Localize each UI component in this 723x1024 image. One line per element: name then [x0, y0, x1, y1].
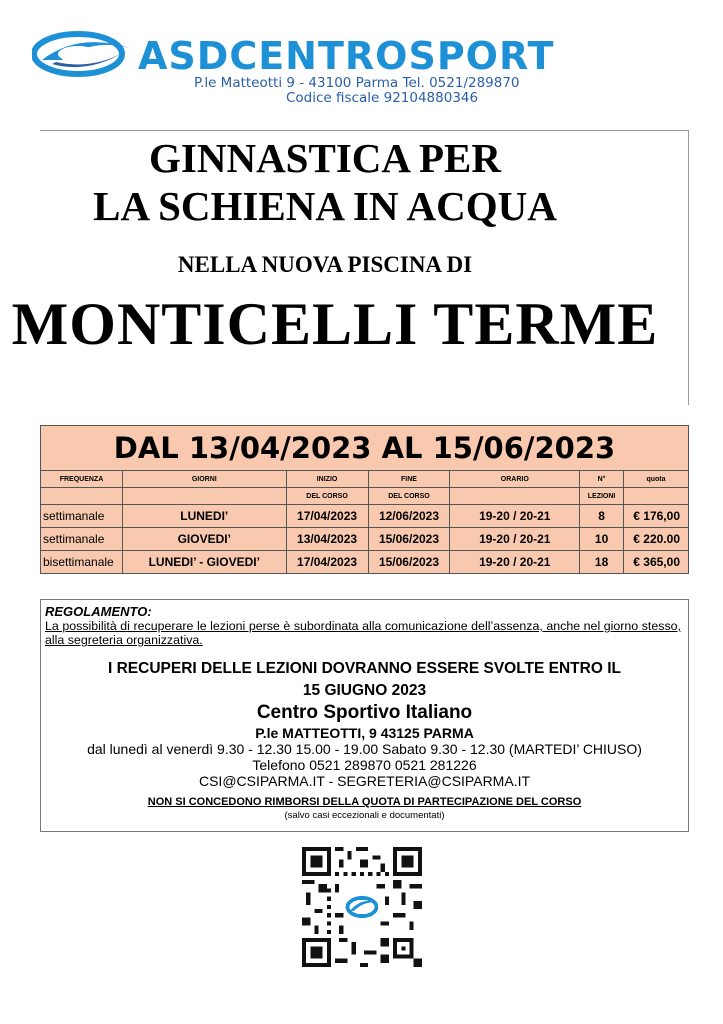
cell-quota: € 176,00	[624, 505, 689, 528]
title-line-1: GINNASTICA PER	[149, 135, 501, 181]
course-dates: DAL 13/04/2023 AL 15/06/2023	[41, 426, 689, 471]
brand-logo-icon	[32, 30, 142, 78]
cell-inizio: 17/04/2023	[286, 551, 368, 574]
cell-giorni: LUNEDI’ - GIOVEDI’	[122, 551, 286, 574]
subheader-empty	[122, 488, 286, 505]
qr-code-icon[interactable]	[302, 847, 422, 967]
title-line-3: NELLA NUOVA PISCINA DI	[177, 252, 473, 277]
cell-inizio: 17/04/2023	[286, 505, 368, 528]
header-frequenza: FREQUENZA	[41, 471, 123, 488]
cell-lezioni: 18	[580, 551, 624, 574]
organization-address: P.le MATTEOTTI, 9 43125 PARMA	[255, 725, 474, 741]
header-giorni: GIORNI	[122, 471, 286, 488]
cell-quota: € 220.00	[624, 528, 689, 551]
header-inizio: INIZIO	[286, 471, 368, 488]
cell-giorni: LUNEDI’	[122, 505, 286, 528]
cell-fine: 15/06/2023	[368, 551, 450, 574]
cell-fine: 12/06/2023	[368, 505, 450, 528]
cell-fine: 15/06/2023	[368, 528, 450, 551]
rules-title: REGOLAMENTO:	[45, 604, 152, 619]
email-addresses: CSI@CSIPARMA.IT - SEGRETERIA@CSIPARMA.IT	[198, 773, 531, 789]
cell-inizio: 13/04/2023	[286, 528, 368, 551]
cell-lezioni: 10	[580, 528, 624, 551]
table-header-row	[41, 471, 689, 488]
phone-numbers: Telefono 0521 289870 0521 281226	[252, 757, 477, 773]
cell-lezioni: 8	[580, 505, 624, 528]
title-line-4: MONTICELLI TERME	[11, 291, 659, 357]
organization-name: Centro Sportivo Italiano	[256, 702, 473, 723]
schedule-table	[40, 425, 689, 574]
refund-exception: (salvo casi eccezionali e documentati)	[284, 810, 445, 821]
cell-orario: 19-20 / 20-21	[450, 551, 580, 574]
cell-frequenza: settimanale	[41, 528, 123, 551]
table-subheader-row	[41, 488, 689, 505]
subheader-empty	[450, 488, 580, 505]
cell-quota: € 365,00	[624, 551, 689, 574]
recovery-notice: I RECUPERI DELLE LEZIONI DOVRANNO ESSERE SVOLTE ENTRO IL	[108, 660, 621, 677]
subheader-del-corso: DEL CORSO	[368, 488, 450, 505]
rules-text: La possibilità di recuperare le lezioni perse è subordinata alla comunicazione dell’assenza, anche nel giorno stesso, alla segreteria organizzativa.	[45, 619, 681, 647]
subheader-lezioni: LEZIONI	[580, 488, 624, 505]
table-row	[41, 505, 689, 528]
cell-frequenza: settimanale	[41, 505, 123, 528]
cell-giorni: GIOVEDI’	[122, 528, 286, 551]
header-fine: FINE	[368, 471, 450, 488]
table-row	[41, 528, 689, 551]
header-n: N°	[580, 471, 624, 488]
subheader-empty	[41, 488, 123, 505]
fiscal-code: Codice fiscale 92104880346	[286, 90, 479, 106]
no-refund-notice: NON SI CONCEDONO RIMBORSI DELLA QUOTA DI PARTECIPAZIONE DEL CORSO	[147, 796, 582, 808]
header-quota: quota	[624, 471, 689, 488]
brand-address: P.le Matteotti 9 - 43100 Parma Tel. 0521/289870	[194, 75, 520, 91]
recovery-deadline: 15 GIUGNO 2023	[302, 682, 427, 699]
title-line-2: LA SCHIENA IN ACQUA	[93, 183, 557, 229]
brand-address-block	[194, 76, 654, 106]
subheader-del-corso: DEL CORSO	[286, 488, 368, 505]
office-hours: dal lunedì al venerdì 9.30 - 12.30 15.00 - 19.00 Sabato 9.30 - 12.30 (MARTEDI’ CHIUSO)	[87, 741, 642, 757]
subheader-empty	[624, 488, 689, 505]
cell-orario: 19-20 / 20-21	[450, 528, 580, 551]
cell-orario: 19-20 / 20-21	[450, 505, 580, 528]
cell-frequenza: bisettimanale	[41, 551, 123, 574]
header-orario: ORARIO	[450, 471, 580, 488]
rules-box	[40, 599, 689, 832]
table-row	[41, 551, 689, 574]
brand-name: ASDCENTROSPORT	[138, 34, 555, 78]
